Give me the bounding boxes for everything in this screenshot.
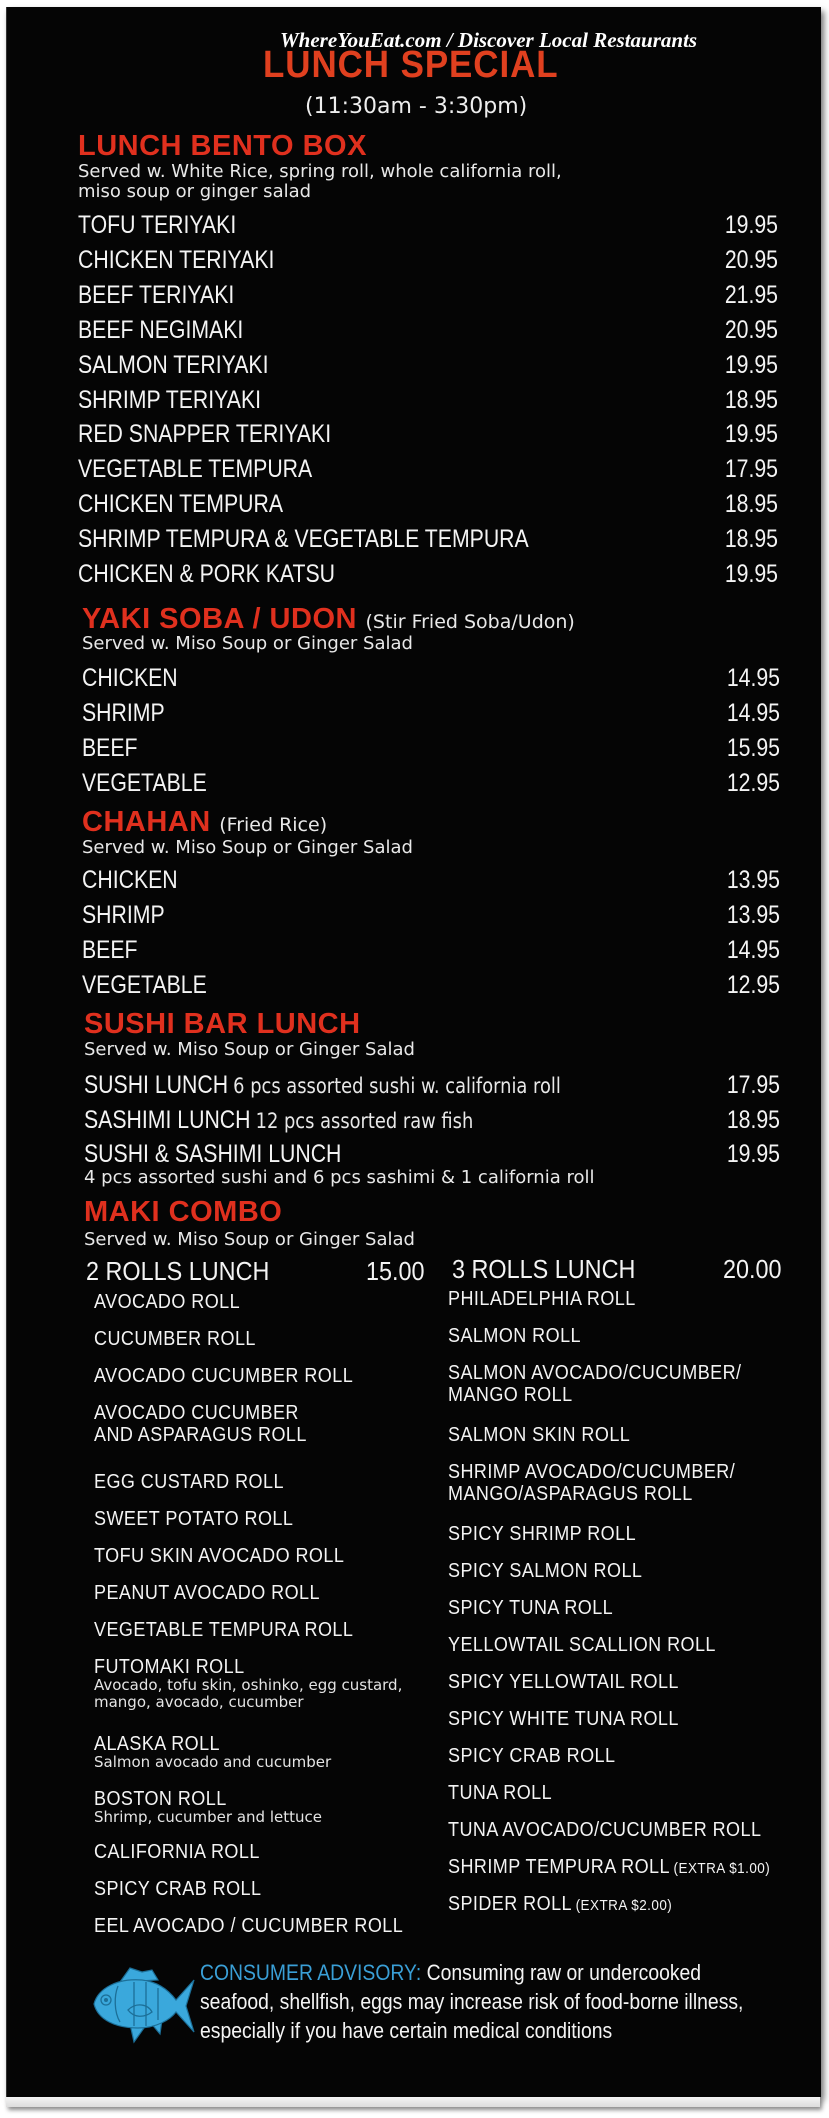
menu-item-price: 20.95 <box>724 315 778 344</box>
menu-item-price: 19.95 <box>724 420 778 449</box>
roll-item <box>448 1634 716 1656</box>
menu-item-price: 13.95 <box>726 866 780 894</box>
roll-item <box>94 1328 256 1350</box>
watermark: WhereYouEat.com / Discover Local Restaurants <box>280 28 698 52</box>
roll-name: SPICY TUNA ROLL <box>448 1597 614 1619</box>
menu-item-name: RED SNAPPER TERIYAKI <box>78 420 332 449</box>
consumer-advisory <box>200 1958 743 2045</box>
section-heading-yakisoba <box>82 603 575 636</box>
roll-item <box>94 1545 344 1567</box>
roll-item <box>448 1597 613 1619</box>
menu-item-name: SUSHI & SASHIMI LUNCH <box>84 1140 342 1168</box>
menu-item-name: SHRIMP TERIYAKI <box>78 385 262 414</box>
section-heading-bento: LUNCH BENTO BOX <box>78 130 367 162</box>
menu-item-price: 14.95 <box>726 936 780 964</box>
roll-item <box>448 1708 679 1730</box>
menu-item-name: TOFU TERIYAKI <box>78 211 237 239</box>
roll-name: SPICY YELLOWTAIL ROLL <box>448 1671 679 1693</box>
roll-item <box>448 1819 761 1841</box>
roll-item <box>94 1619 353 1641</box>
roll-name-line2: MANGO ROLL <box>448 1384 573 1406</box>
roll-name: SPICY WHITE TUNA ROLL <box>448 1708 679 1730</box>
roll-desc: mango, avocado, cucumber <box>94 1693 304 1711</box>
menu-item-name: BEEF <box>82 734 138 762</box>
roll-name: VEGETABLE TEMPURA ROLL <box>94 1619 354 1641</box>
roll-name: SALMON ROLL <box>448 1325 581 1347</box>
menu-item-name: BEEF <box>82 936 138 964</box>
roll-item <box>94 1733 220 1755</box>
section-heading-sushibar: SUSHI BAR LUNCH <box>84 1008 361 1040</box>
menu-item-row <box>84 1106 473 1135</box>
menu-item-name: CHICKEN TEMPURA <box>78 490 284 519</box>
roll-item <box>448 1325 581 1347</box>
roll-name: SPICY CRAB ROLL <box>448 1745 616 1767</box>
roll-item <box>448 1893 672 1917</box>
menu-item-row <box>84 1071 561 1100</box>
menu-item-name: CHICKEN TERIYAKI <box>78 245 275 274</box>
roll-name: SALMON AVOCADO/CUCUMBER/ <box>448 1362 742 1384</box>
menu-item-price: 15.95 <box>726 734 780 762</box>
roll-name: PHILADELPHIA ROLL <box>448 1288 636 1310</box>
roll-name: CUCUMBER ROLL <box>94 1328 256 1350</box>
roll-name: EGG CUSTARD ROLL <box>94 1471 284 1493</box>
section-heading-chahan <box>82 806 327 839</box>
menu-item-price: 19.95 <box>726 1140 780 1168</box>
roll-item <box>94 1841 260 1863</box>
roll-item <box>94 1291 240 1313</box>
roll-name: AVOCADO CUCUMBER <box>94 1402 299 1424</box>
menu-item-name: CHICKEN <box>82 664 178 692</box>
menu-item-price: 14.95 <box>726 699 780 727</box>
menu-item-desc: 4 pcs assorted sushi and 6 pcs sashimi & 1 california roll <box>84 1167 595 1188</box>
yakisoba-heading-note: (Stir Fried Soba/Udon) <box>365 611 575 633</box>
roll-item <box>94 1656 245 1678</box>
roll-name: TUNA ROLL <box>448 1782 553 1804</box>
roll-desc: Shrimp, cucumber and lettuce <box>94 1808 322 1826</box>
menu-item-name: SASHIMI LUNCH <box>84 1106 251 1134</box>
menu-item-price: 13.95 <box>726 901 780 929</box>
roll-item <box>94 1471 284 1493</box>
menu-item-name: SALMON TERIYAKI <box>78 350 269 379</box>
menu-item-price: 20.95 <box>724 245 778 274</box>
roll-item <box>448 1782 552 1804</box>
menu-item-name: VEGETABLE TEMPURA <box>78 455 313 484</box>
chahan-heading-text: CHAHAN <box>82 806 211 838</box>
two-rolls-lunch-price: 15.00 <box>366 1256 425 1286</box>
roll-name: AVOCADO CUCUMBER ROLL <box>94 1365 354 1387</box>
roll-item <box>448 1461 735 1505</box>
roll-name-line2: AND ASPARAGUS ROLL <box>94 1424 307 1446</box>
lunch-hours: (11:30am - 3:30pm) <box>305 94 528 119</box>
roll-item <box>94 1582 320 1604</box>
menu-item-price: 12.95 <box>726 971 780 999</box>
menu-item-price: 19.95 <box>724 560 778 588</box>
roll-name: SPIDER ROLL <box>448 1893 572 1915</box>
menu-item-name: BEEF TERIYAKI <box>78 280 235 309</box>
section-note-yakisoba: Served w. Miso Soup or Ginger Salad <box>82 633 413 654</box>
roll-extra-charge: (EXTRA $1.00) <box>673 1860 771 1877</box>
roll-item <box>448 1856 770 1880</box>
roll-name: TOFU SKIN AVOCADO ROLL <box>94 1545 345 1567</box>
two-rolls-lunch-label: 2 ROLLS LUNCH <box>86 1256 270 1286</box>
advisory-line1: Consuming raw or undercooked <box>426 1960 702 1985</box>
roll-name: SALMON SKIN ROLL <box>448 1424 631 1446</box>
advisory-label: CONSUMER ADVISORY: <box>200 1960 422 1985</box>
roll-name: ALASKA ROLL <box>94 1733 221 1755</box>
roll-name: EEL AVOCADO / CUCUMBER ROLL <box>94 1915 404 1937</box>
menu-item-price: 19.95 <box>724 211 778 239</box>
advisory-line3: especially if you have certain medical conditions <box>200 2018 613 2043</box>
menu-item-name: SHRIMP <box>82 901 165 929</box>
menu-item-price: 21.95 <box>724 280 778 309</box>
menu-item-price: 18.95 <box>724 525 778 554</box>
menu-item-name: SHRIMP TEMPURA & VEGETABLE TEMPURA <box>78 525 529 554</box>
roll-item <box>448 1288 636 1310</box>
menu-item-name: VEGETABLE <box>82 971 207 999</box>
roll-item <box>94 1402 307 1446</box>
section-note-sushibar: Served w. Miso Soup or Ginger Salad <box>84 1039 415 1060</box>
menu-item-price: 14.95 <box>726 664 780 692</box>
roll-name: SPICY SALMON ROLL <box>448 1560 643 1582</box>
roll-name: PEANUT AVOCADO ROLL <box>94 1582 320 1604</box>
menu-item-name: SUSHI LUNCH <box>84 1071 229 1099</box>
yakisoba-heading-text: YAKI SOBA / UDON <box>82 603 357 635</box>
roll-item <box>448 1671 679 1693</box>
roll-name: SWEET POTATO ROLL <box>94 1508 294 1530</box>
menu-item-name: CHICKEN & PORK KATSU <box>78 560 336 588</box>
roll-item <box>448 1362 742 1406</box>
roll-name: SHRIMP TEMPURA ROLL <box>448 1856 670 1878</box>
roll-name: AVOCADO ROLL <box>94 1291 241 1313</box>
roll-item <box>448 1424 630 1446</box>
section-note-bento-line1: Served w. White Rice, spring roll, whole california roll, <box>78 161 562 182</box>
roll-name: YELLOWTAIL SCALLION ROLL <box>448 1634 716 1656</box>
menu-item-desc: 12 pcs assorted raw fish <box>255 1109 474 1133</box>
menu-item-name: CHICKEN <box>82 866 178 894</box>
section-note-chahan: Served w. Miso Soup or Ginger Salad <box>82 837 413 858</box>
roll-item <box>448 1745 615 1767</box>
roll-item <box>94 1788 227 1810</box>
section-note-maki: Served w. Miso Soup or Ginger Salad <box>84 1229 415 1250</box>
three-rolls-lunch-price: 20.00 <box>723 1254 782 1284</box>
page-title: LUNCH SPECIAL <box>263 44 559 86</box>
menu-item-name: VEGETABLE <box>82 769 207 797</box>
advisory-line2: seafood, shellfish, eggs may increase risk of food-borne illness, <box>200 1989 744 2014</box>
menu-item-row <box>84 1140 341 1169</box>
menu-item-price: 17.95 <box>726 1071 780 1099</box>
roll-name: TUNA AVOCADO/CUCUMBER ROLL <box>448 1819 762 1841</box>
menu-item-desc: 6 pcs assorted sushi w. california roll <box>233 1074 561 1098</box>
roll-name: BOSTON ROLL <box>94 1788 227 1810</box>
chahan-heading-note: (Fried Rice) <box>219 814 328 836</box>
menu-item-price: 12.95 <box>726 769 780 797</box>
menu-item-name: SHRIMP <box>82 699 165 727</box>
roll-name: SPICY CRAB ROLL <box>94 1878 262 1900</box>
fish-icon <box>90 1966 196 2044</box>
roll-item <box>448 1560 642 1582</box>
roll-item <box>94 1365 353 1387</box>
roll-name-line2: MANGO/ASPARAGUS ROLL <box>448 1483 693 1505</box>
three-rolls-lunch-label: 3 ROLLS LUNCH <box>452 1254 636 1284</box>
roll-item <box>94 1508 293 1530</box>
section-heading-maki: MAKI COMBO <box>84 1196 283 1228</box>
menu-item-price: 17.95 <box>724 455 778 484</box>
menu-item-price: 19.95 <box>724 350 778 379</box>
roll-name: SPICY SHRIMP ROLL <box>448 1523 637 1545</box>
menu-item-price: 18.95 <box>724 490 778 519</box>
roll-name: CALIFORNIA ROLL <box>94 1841 260 1863</box>
roll-desc: Avocado, tofu skin, oshinko, egg custard, <box>94 1676 403 1694</box>
roll-item <box>94 1915 403 1937</box>
roll-item <box>94 1878 261 1900</box>
roll-name: SHRIMP AVOCADO/CUCUMBER/ <box>448 1461 736 1483</box>
menu-item-name: BEEF NEGIMAKI <box>78 315 244 344</box>
roll-item <box>448 1523 636 1545</box>
roll-name: FUTOMAKI ROLL <box>94 1656 245 1678</box>
section-note-bento-line2: miso soup or ginger salad <box>78 181 312 202</box>
menu-item-price: 18.95 <box>724 385 778 414</box>
roll-desc: Salmon avocado and cucumber <box>94 1753 332 1771</box>
menu-card-bottom-edge <box>6 2097 820 2107</box>
menu-item-price: 18.95 <box>726 1106 780 1134</box>
roll-extra-charge: (EXTRA $2.00) <box>575 1897 673 1914</box>
